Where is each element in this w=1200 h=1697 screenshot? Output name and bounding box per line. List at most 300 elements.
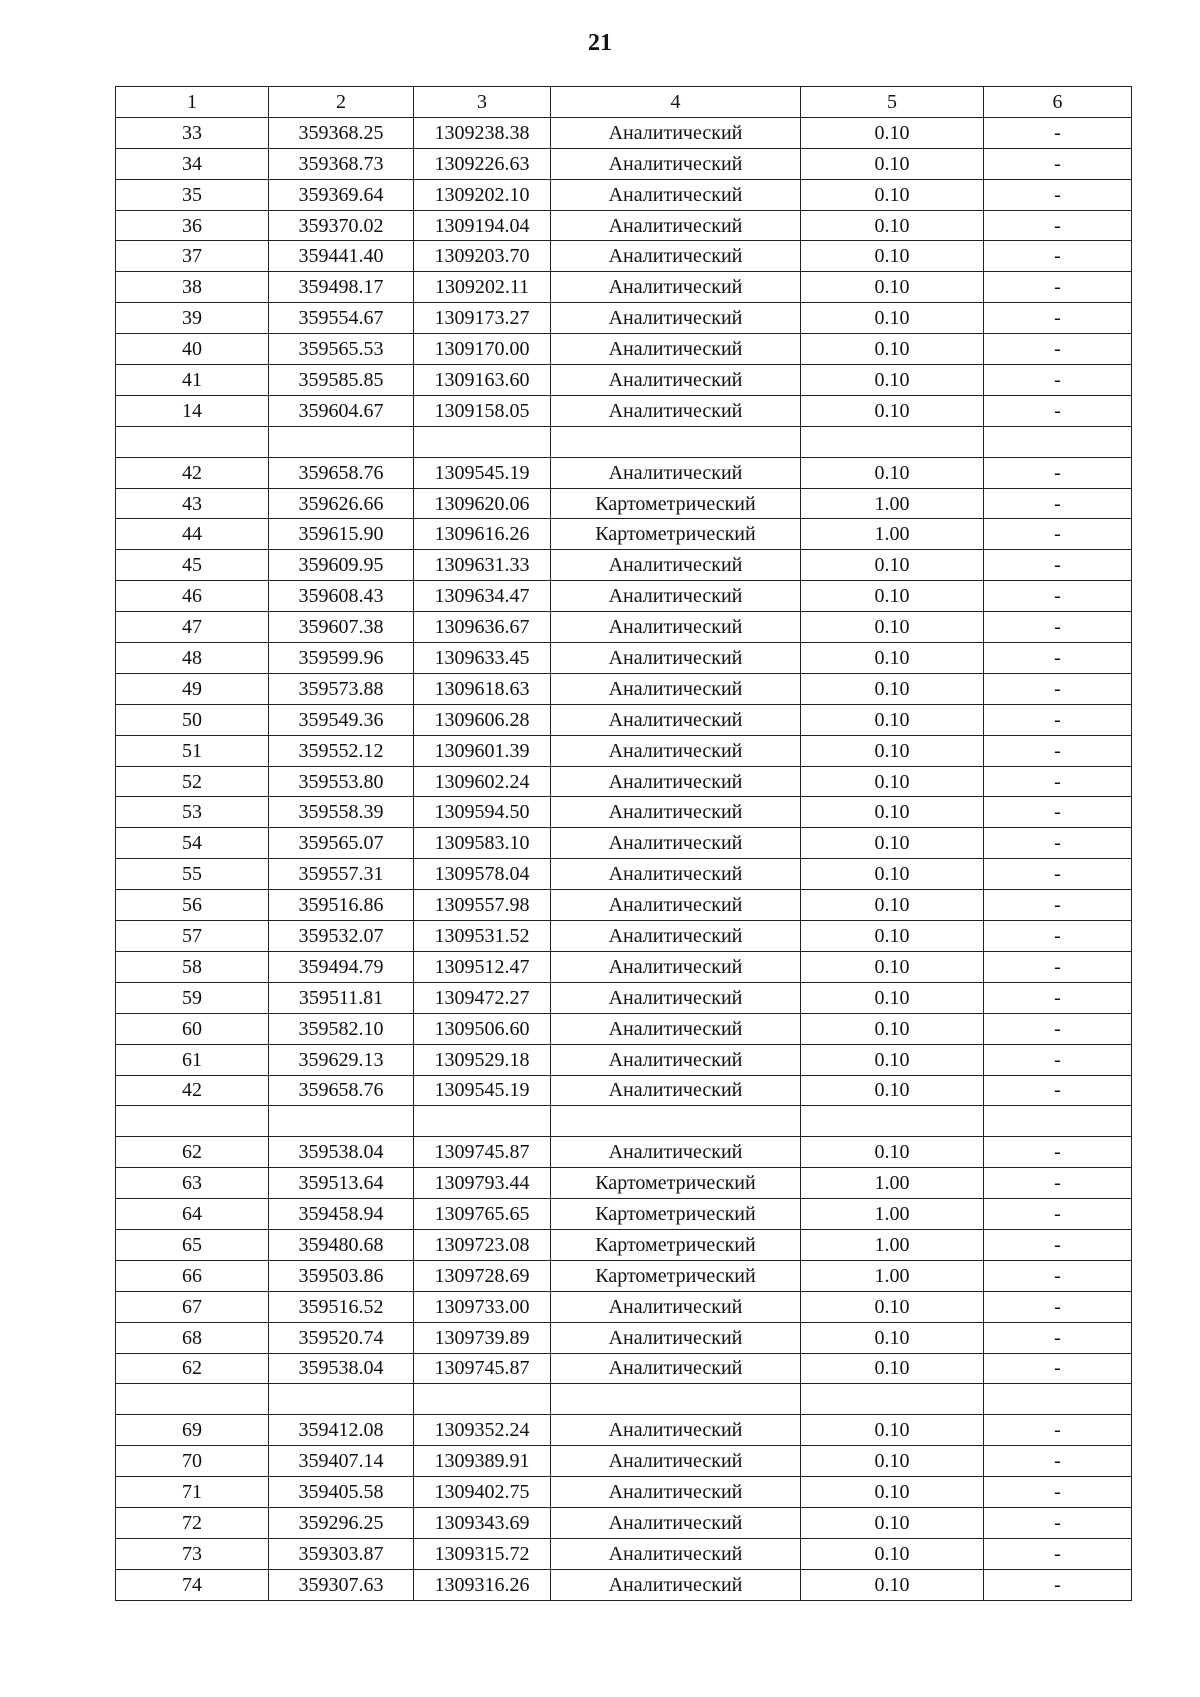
x-coordinate-cell: 359405.58 <box>269 1477 414 1508</box>
note-cell: - <box>984 395 1132 426</box>
point-number-cell: 64 <box>116 1199 269 1230</box>
method-cell: Аналитический <box>551 210 801 241</box>
method-cell: Аналитический <box>551 334 801 365</box>
accuracy-cell: 0.10 <box>801 1415 984 1446</box>
x-coordinate-cell: 359609.95 <box>269 550 414 581</box>
table-row <box>116 1477 1132 1508</box>
point-number-cell: 42 <box>116 1075 269 1106</box>
point-number-cell: 34 <box>116 148 269 179</box>
method-cell: Аналитический <box>551 1044 801 1075</box>
point-number-cell: 59 <box>116 982 269 1013</box>
note-cell: - <box>984 365 1132 396</box>
note-cell: - <box>984 673 1132 704</box>
note-cell: - <box>984 272 1132 303</box>
y-coordinate-cell: 1309315.72 <box>414 1538 551 1569</box>
table-row <box>116 272 1132 303</box>
accuracy-cell: 1.00 <box>801 1260 984 1291</box>
x-coordinate-cell: 359599.96 <box>269 643 414 674</box>
method-cell: Аналитический <box>551 643 801 674</box>
method-cell: Аналитический <box>551 1291 801 1322</box>
point-number-cell: 62 <box>116 1137 269 1168</box>
method-cell: Аналитический <box>551 1569 801 1600</box>
y-coordinate-cell: 1309163.60 <box>414 365 551 396</box>
accuracy-cell: 0.10 <box>801 1013 984 1044</box>
method-cell: Аналитический <box>551 395 801 426</box>
accuracy-cell: 1.00 <box>801 519 984 550</box>
table-row <box>116 179 1132 210</box>
point-number-cell: 60 <box>116 1013 269 1044</box>
x-coordinate-cell: 359516.52 <box>269 1291 414 1322</box>
method-cell: Аналитический <box>551 735 801 766</box>
table-row <box>116 951 1132 982</box>
y-coordinate-cell: 1309343.69 <box>414 1507 551 1538</box>
x-coordinate-cell: 359626.66 <box>269 488 414 519</box>
y-coordinate-cell: 1309616.26 <box>414 519 551 550</box>
point-number-cell: 66 <box>116 1260 269 1291</box>
x-coordinate-cell: 359511.81 <box>269 982 414 1013</box>
y-coordinate-cell <box>414 1106 551 1137</box>
method-cell: Аналитический <box>551 581 801 612</box>
table-row <box>116 457 1132 488</box>
x-coordinate-cell: 359480.68 <box>269 1229 414 1260</box>
table-row <box>116 1446 1132 1477</box>
method-cell: Аналитический <box>551 859 801 890</box>
method-cell: Аналитический <box>551 457 801 488</box>
accuracy-cell: 0.10 <box>801 1477 984 1508</box>
y-coordinate-cell: 1309173.27 <box>414 303 551 334</box>
accuracy-cell: 0.10 <box>801 210 984 241</box>
method-cell: Аналитический <box>551 1075 801 1106</box>
y-coordinate-cell: 1309226.63 <box>414 148 551 179</box>
note-cell: - <box>984 1446 1132 1477</box>
table-row <box>116 1199 1132 1230</box>
table-row <box>116 859 1132 890</box>
table-row <box>116 1044 1132 1075</box>
x-coordinate-cell: 359520.74 <box>269 1322 414 1353</box>
x-coordinate-cell: 359549.36 <box>269 704 414 735</box>
point-number-cell: 42 <box>116 457 269 488</box>
table-row <box>116 395 1132 426</box>
x-coordinate-cell: 359604.67 <box>269 395 414 426</box>
x-coordinate-cell: 359608.43 <box>269 581 414 612</box>
accuracy-cell: 0.10 <box>801 828 984 859</box>
table-row <box>116 797 1132 828</box>
point-number-cell: 35 <box>116 179 269 210</box>
note-cell: - <box>984 1507 1132 1538</box>
accuracy-cell: 0.10 <box>801 1538 984 1569</box>
method-cell: Аналитический <box>551 550 801 581</box>
method-cell: Аналитический <box>551 828 801 859</box>
accuracy-cell: 0.10 <box>801 272 984 303</box>
point-number-cell: 58 <box>116 951 269 982</box>
y-coordinate-cell: 1309529.18 <box>414 1044 551 1075</box>
y-coordinate-cell: 1309583.10 <box>414 828 551 859</box>
table-row <box>116 1137 1132 1168</box>
method-cell: Аналитический <box>551 1538 801 1569</box>
x-coordinate-cell: 359407.14 <box>269 1446 414 1477</box>
x-coordinate-cell: 359615.90 <box>269 519 414 550</box>
point-number-cell: 48 <box>116 643 269 674</box>
table-row <box>116 1168 1132 1199</box>
note-cell: - <box>984 1353 1132 1384</box>
accuracy-cell: 0.10 <box>801 334 984 365</box>
x-coordinate-cell: 359554.67 <box>269 303 414 334</box>
point-number-cell: 67 <box>116 1291 269 1322</box>
x-coordinate-cell: 359503.86 <box>269 1260 414 1291</box>
table-row <box>116 1569 1132 1600</box>
note-cell: - <box>984 519 1132 550</box>
table-row <box>116 1291 1132 1322</box>
x-coordinate-cell <box>269 1106 414 1137</box>
y-coordinate-cell: 1309545.19 <box>414 457 551 488</box>
note-cell: - <box>984 210 1132 241</box>
y-coordinate-cell: 1309531.52 <box>414 921 551 952</box>
y-coordinate-cell: 1309631.33 <box>414 550 551 581</box>
point-number-cell: 43 <box>116 488 269 519</box>
point-number-cell: 46 <box>116 581 269 612</box>
accuracy-cell: 0.10 <box>801 1137 984 1168</box>
y-coordinate-cell: 1309745.87 <box>414 1137 551 1168</box>
point-number-cell: 52 <box>116 766 269 797</box>
point-number-cell: 65 <box>116 1229 269 1260</box>
y-coordinate-cell: 1309512.47 <box>414 951 551 982</box>
column-header: 3 <box>414 87 551 118</box>
table-row <box>116 612 1132 643</box>
note-cell: - <box>984 1075 1132 1106</box>
point-number-cell: 56 <box>116 890 269 921</box>
point-number-cell: 53 <box>116 797 269 828</box>
point-number-cell: 14 <box>116 395 269 426</box>
accuracy-cell: 0.10 <box>801 797 984 828</box>
note-cell: - <box>984 303 1132 334</box>
point-number-cell: 49 <box>116 673 269 704</box>
x-coordinate-cell: 359585.85 <box>269 365 414 396</box>
point-number-cell: 68 <box>116 1322 269 1353</box>
accuracy-cell: 0.10 <box>801 1446 984 1477</box>
y-coordinate-cell: 1309472.27 <box>414 982 551 1013</box>
note-cell: - <box>984 1137 1132 1168</box>
x-coordinate-cell: 359494.79 <box>269 951 414 982</box>
note-cell: - <box>984 1260 1132 1291</box>
y-coordinate-cell: 1309602.24 <box>414 766 551 797</box>
y-coordinate-cell: 1309636.67 <box>414 612 551 643</box>
accuracy-cell: 0.10 <box>801 612 984 643</box>
method-cell: Картометрический <box>551 1199 801 1230</box>
table-header-row <box>116 87 1132 118</box>
table-row <box>116 1260 1132 1291</box>
table-row <box>116 488 1132 519</box>
note-cell: - <box>984 1013 1132 1044</box>
method-cell: Аналитический <box>551 272 801 303</box>
accuracy-cell: 1.00 <box>801 1229 984 1260</box>
note-cell: - <box>984 117 1132 148</box>
table-row <box>116 148 1132 179</box>
y-coordinate-cell: 1309545.19 <box>414 1075 551 1106</box>
point-number-cell: 40 <box>116 334 269 365</box>
y-coordinate-cell: 1309733.00 <box>414 1291 551 1322</box>
note-cell: - <box>984 179 1132 210</box>
accuracy-cell <box>801 426 984 457</box>
point-number-cell <box>116 1106 269 1137</box>
note-cell: - <box>984 921 1132 952</box>
table-row <box>116 704 1132 735</box>
point-number-cell: 39 <box>116 303 269 334</box>
accuracy-cell <box>801 1384 984 1415</box>
y-coordinate-cell: 1309389.91 <box>414 1446 551 1477</box>
y-coordinate-cell: 1309238.38 <box>414 117 551 148</box>
method-cell: Картометрический <box>551 1229 801 1260</box>
y-coordinate-cell <box>414 1384 551 1415</box>
accuracy-cell: 0.10 <box>801 735 984 766</box>
column-header: 6 <box>984 87 1132 118</box>
method-cell: Аналитический <box>551 1137 801 1168</box>
accuracy-cell: 0.10 <box>801 1322 984 1353</box>
x-coordinate-cell <box>269 1384 414 1415</box>
accuracy-cell: 0.10 <box>801 1569 984 1600</box>
note-cell: - <box>984 828 1132 859</box>
x-coordinate-cell: 359532.07 <box>269 921 414 952</box>
y-coordinate-cell: 1309578.04 <box>414 859 551 890</box>
x-coordinate-cell: 359558.39 <box>269 797 414 828</box>
method-cell: Аналитический <box>551 704 801 735</box>
method-cell: Аналитический <box>551 673 801 704</box>
x-coordinate-cell: 359557.31 <box>269 859 414 890</box>
note-cell: - <box>984 457 1132 488</box>
note-cell <box>984 426 1132 457</box>
x-coordinate-cell: 359303.87 <box>269 1538 414 1569</box>
column-header: 2 <box>269 87 414 118</box>
y-coordinate-cell: 1309634.47 <box>414 581 551 612</box>
note-cell: - <box>984 951 1132 982</box>
y-coordinate-cell: 1309158.05 <box>414 395 551 426</box>
method-cell: Аналитический <box>551 1446 801 1477</box>
column-header: 1 <box>116 87 269 118</box>
x-coordinate-cell: 359607.38 <box>269 612 414 643</box>
method-cell: Картометрический <box>551 1168 801 1199</box>
table-row <box>116 1415 1132 1446</box>
method-cell: Аналитический <box>551 612 801 643</box>
x-coordinate-cell: 359582.10 <box>269 1013 414 1044</box>
y-coordinate-cell: 1309170.00 <box>414 334 551 365</box>
accuracy-cell: 1.00 <box>801 1199 984 1230</box>
accuracy-cell: 1.00 <box>801 488 984 519</box>
x-coordinate-cell: 359552.12 <box>269 735 414 766</box>
accuracy-cell: 0.10 <box>801 921 984 952</box>
point-number-cell: 73 <box>116 1538 269 1569</box>
table-row <box>116 426 1132 457</box>
accuracy-cell: 0.10 <box>801 643 984 674</box>
method-cell: Аналитический <box>551 890 801 921</box>
point-number-cell: 45 <box>116 550 269 581</box>
note-cell: - <box>984 1322 1132 1353</box>
method-cell: Аналитический <box>551 951 801 982</box>
accuracy-cell: 0.10 <box>801 951 984 982</box>
accuracy-cell: 0.10 <box>801 148 984 179</box>
point-number-cell: 50 <box>116 704 269 735</box>
table-row <box>116 673 1132 704</box>
table-row <box>116 241 1132 272</box>
method-cell: Аналитический <box>551 1415 801 1446</box>
accuracy-cell: 1.00 <box>801 1168 984 1199</box>
method-cell: Аналитический <box>551 117 801 148</box>
accuracy-cell: 0.10 <box>801 1075 984 1106</box>
point-number-cell: 54 <box>116 828 269 859</box>
point-number-cell: 74 <box>116 1569 269 1600</box>
point-number-cell: 51 <box>116 735 269 766</box>
x-coordinate-cell: 359565.53 <box>269 334 414 365</box>
accuracy-cell: 0.10 <box>801 395 984 426</box>
x-coordinate-cell: 359412.08 <box>269 1415 414 1446</box>
point-number-cell: 33 <box>116 117 269 148</box>
x-coordinate-cell: 359553.80 <box>269 766 414 797</box>
method-cell: Аналитический <box>551 1353 801 1384</box>
method-cell: Аналитический <box>551 982 801 1013</box>
method-cell <box>551 1384 801 1415</box>
note-cell: - <box>984 488 1132 519</box>
table-row <box>116 1538 1132 1569</box>
method-cell: Аналитический <box>551 241 801 272</box>
point-number-cell: 61 <box>116 1044 269 1075</box>
note-cell: - <box>984 859 1132 890</box>
table-row <box>116 890 1132 921</box>
y-coordinate-cell: 1309557.98 <box>414 890 551 921</box>
note-cell: - <box>984 1291 1132 1322</box>
note-cell: - <box>984 766 1132 797</box>
table-row <box>116 334 1132 365</box>
method-cell: Аналитический <box>551 148 801 179</box>
x-coordinate-cell: 359573.88 <box>269 673 414 704</box>
table-row <box>116 303 1132 334</box>
y-coordinate-cell: 1309316.26 <box>414 1569 551 1600</box>
note-cell: - <box>984 581 1132 612</box>
note-cell: - <box>984 334 1132 365</box>
y-coordinate-cell: 1309352.24 <box>414 1415 551 1446</box>
table-row <box>116 982 1132 1013</box>
x-coordinate-cell: 359658.76 <box>269 457 414 488</box>
accuracy-cell: 0.10 <box>801 365 984 396</box>
accuracy-cell: 0.10 <box>801 1353 984 1384</box>
point-number-cell <box>116 426 269 457</box>
y-coordinate-cell: 1309633.45 <box>414 643 551 674</box>
table-body <box>116 117 1132 1600</box>
method-cell: Аналитический <box>551 1507 801 1538</box>
x-coordinate-cell: 359565.07 <box>269 828 414 859</box>
method-cell: Картометрический <box>551 1260 801 1291</box>
point-number-cell: 38 <box>116 272 269 303</box>
y-coordinate-cell: 1309203.70 <box>414 241 551 272</box>
note-cell: - <box>984 797 1132 828</box>
accuracy-cell: 0.10 <box>801 673 984 704</box>
y-coordinate-cell: 1309606.28 <box>414 704 551 735</box>
point-number-cell: 44 <box>116 519 269 550</box>
note-cell: - <box>984 1168 1132 1199</box>
note-cell: - <box>984 1229 1132 1260</box>
table-row <box>116 581 1132 612</box>
note-cell: - <box>984 241 1132 272</box>
x-coordinate-cell: 359516.86 <box>269 890 414 921</box>
method-cell <box>551 426 801 457</box>
note-cell: - <box>984 612 1132 643</box>
y-coordinate-cell: 1309793.44 <box>414 1168 551 1199</box>
accuracy-cell: 0.10 <box>801 179 984 210</box>
note-cell: - <box>984 982 1132 1013</box>
table-row <box>116 550 1132 581</box>
accuracy-cell: 0.10 <box>801 303 984 334</box>
note-cell: - <box>984 890 1132 921</box>
note-cell: - <box>984 1477 1132 1508</box>
y-coordinate-cell: 1309402.75 <box>414 1477 551 1508</box>
y-coordinate-cell: 1309194.04 <box>414 210 551 241</box>
note-cell: - <box>984 643 1132 674</box>
x-coordinate-cell: 359441.40 <box>269 241 414 272</box>
y-coordinate-cell: 1309620.06 <box>414 488 551 519</box>
table-row <box>116 766 1132 797</box>
x-coordinate-cell: 359307.63 <box>269 1569 414 1600</box>
point-number-cell: 37 <box>116 241 269 272</box>
table-row <box>116 1507 1132 1538</box>
method-cell: Аналитический <box>551 797 801 828</box>
y-coordinate-cell: 1309202.11 <box>414 272 551 303</box>
x-coordinate-cell: 359629.13 <box>269 1044 414 1075</box>
x-coordinate-cell: 359368.25 <box>269 117 414 148</box>
point-number-cell: 63 <box>116 1168 269 1199</box>
coordinates-table <box>115 86 1132 1601</box>
point-number-cell: 41 <box>116 365 269 396</box>
accuracy-cell: 0.10 <box>801 704 984 735</box>
method-cell: Аналитический <box>551 1013 801 1044</box>
accuracy-cell: 0.10 <box>801 1044 984 1075</box>
table-row <box>116 1229 1132 1260</box>
x-coordinate-cell: 359498.17 <box>269 272 414 303</box>
column-header: 5 <box>801 87 984 118</box>
table-row <box>116 735 1132 766</box>
accuracy-cell <box>801 1106 984 1137</box>
x-coordinate-cell: 359370.02 <box>269 210 414 241</box>
accuracy-cell: 0.10 <box>801 581 984 612</box>
x-coordinate-cell: 359538.04 <box>269 1353 414 1384</box>
point-number-cell: 71 <box>116 1477 269 1508</box>
note-cell: - <box>984 1538 1132 1569</box>
note-cell: - <box>984 1415 1132 1446</box>
method-cell: Картометрический <box>551 519 801 550</box>
point-number-cell: 55 <box>116 859 269 890</box>
note-cell <box>984 1106 1132 1137</box>
table-row <box>116 117 1132 148</box>
y-coordinate-cell: 1309728.69 <box>414 1260 551 1291</box>
point-number-cell: 47 <box>116 612 269 643</box>
point-number-cell: 62 <box>116 1353 269 1384</box>
accuracy-cell: 0.10 <box>801 1291 984 1322</box>
table-row <box>116 1106 1132 1137</box>
page-number: 21 <box>588 30 612 56</box>
point-number-cell: 70 <box>116 1446 269 1477</box>
table-row <box>116 828 1132 859</box>
note-cell <box>984 1384 1132 1415</box>
method-cell <box>551 1106 801 1137</box>
accuracy-cell: 0.10 <box>801 1507 984 1538</box>
table-row <box>116 1075 1132 1106</box>
method-cell: Аналитический <box>551 1477 801 1508</box>
note-cell: - <box>984 550 1132 581</box>
x-coordinate-cell <box>269 426 414 457</box>
table-row <box>116 519 1132 550</box>
table-row <box>116 643 1132 674</box>
point-number-cell: 69 <box>116 1415 269 1446</box>
note-cell: - <box>984 1199 1132 1230</box>
column-header: 4 <box>551 87 801 118</box>
table-row <box>116 921 1132 952</box>
accuracy-cell: 0.10 <box>801 766 984 797</box>
